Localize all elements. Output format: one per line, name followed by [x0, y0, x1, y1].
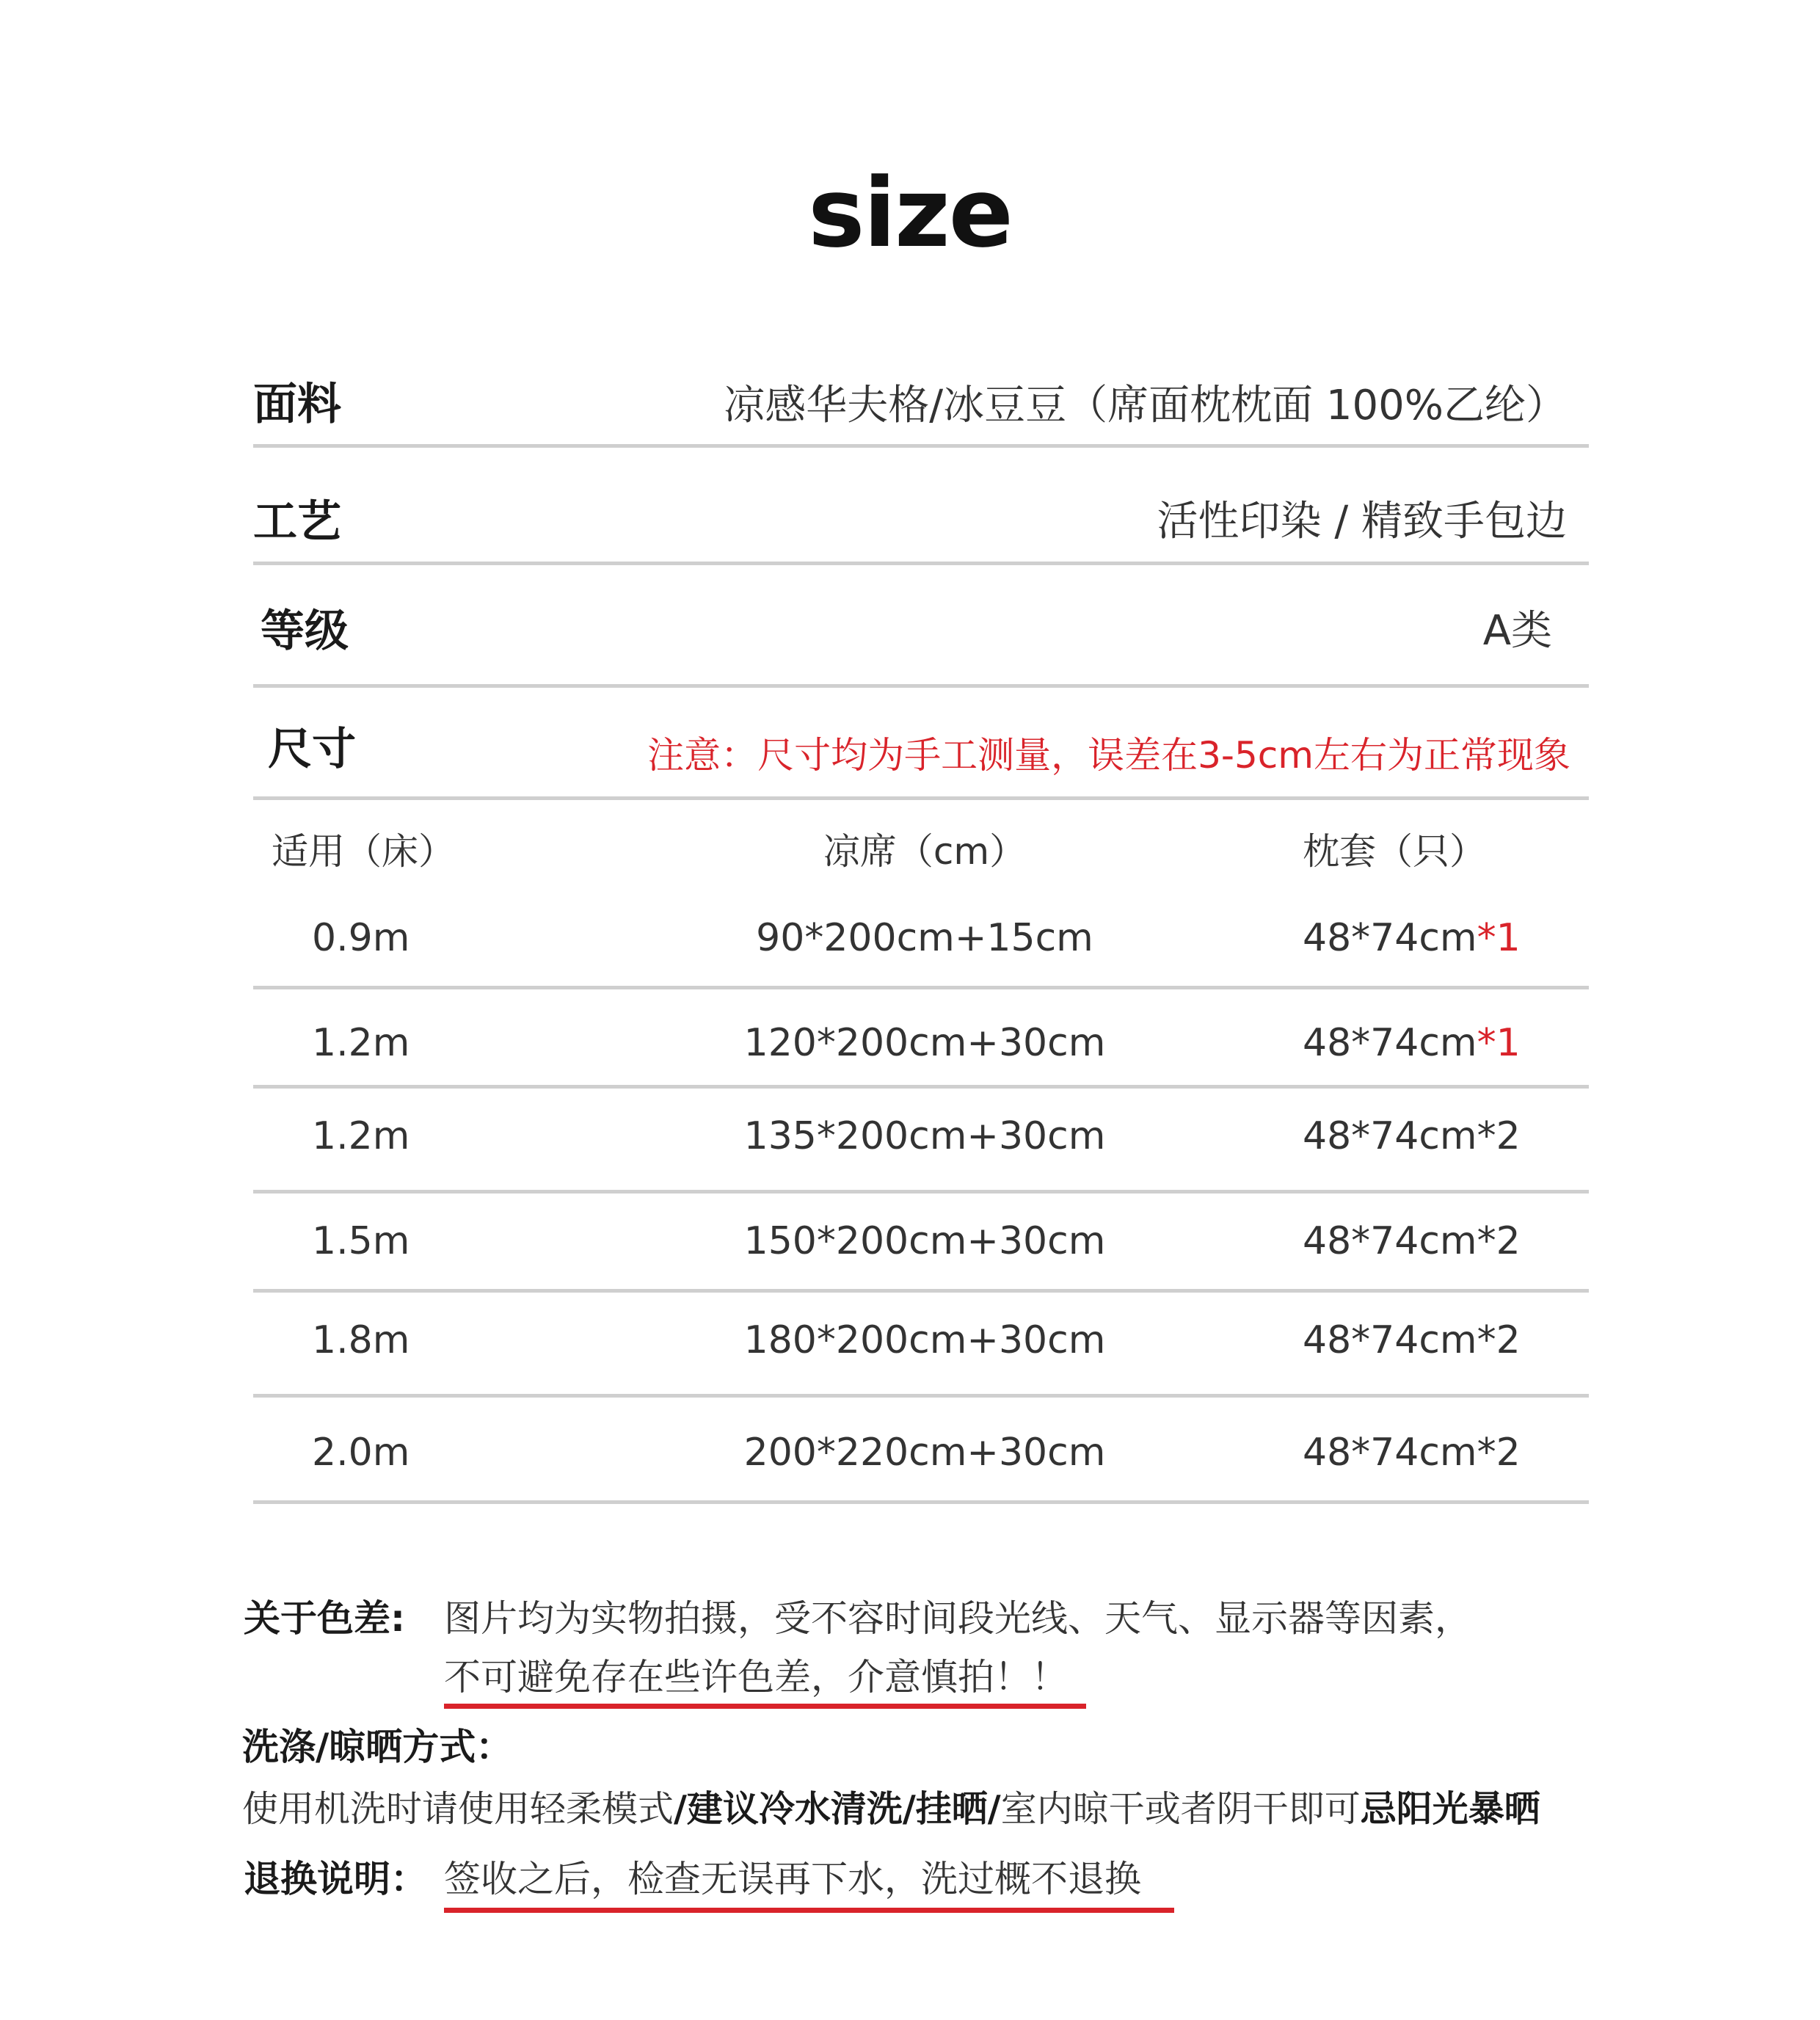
cell-mat: 135*200cm+30cm	[743, 1114, 1106, 1158]
spec-row-grade	[253, 595, 1589, 688]
color-diff-underline	[444, 1704, 1086, 1709]
cell-bed: 1.8m	[312, 1318, 410, 1362]
return-text: 签收之后，检查无误再下水，洗过概不退换	[444, 1858, 1141, 1900]
table-row	[253, 1194, 1589, 1293]
cell-mat: 180*200cm+30cm	[743, 1318, 1106, 1362]
cell-pillow-size: 48*74cm	[1303, 1114, 1477, 1158]
cell-pillow-qty: *2	[1477, 1431, 1521, 1475]
size-table-header	[253, 826, 1589, 884]
cell-bed: 1.5m	[312, 1219, 410, 1263]
cell-pillow	[1303, 1017, 1521, 1069]
wash-part-sun: 忌阳光暴晒	[1360, 1788, 1540, 1830]
cell-pillow-size: 48*74cm	[1303, 1318, 1477, 1362]
wash-instructions	[242, 1784, 1540, 1835]
spec-label-grade: 等级	[261, 606, 349, 657]
table-row	[253, 1398, 1589, 1504]
cell-pillow-size: 48*74cm	[1303, 916, 1477, 960]
cell-pillow	[1303, 1315, 1521, 1366]
spec-value-fabric: 凉感华夫格/冰豆豆（席面枕枕面 100%乙纶）	[724, 382, 1567, 429]
spec-row-fabric	[253, 371, 1589, 448]
color-diff-line2: 不可避免存在些许色差，介意慎拍！！	[444, 1656, 1068, 1699]
cell-pillow	[1303, 1111, 1521, 1162]
cell-bed: 1.2m	[312, 1114, 410, 1158]
spec-label-craft: 工艺	[253, 496, 341, 548]
wash-part-machine: 使用机洗时请使用轻柔模式	[242, 1788, 674, 1830]
wash-part-dry: 室内晾干或者阴干即可	[1000, 1788, 1361, 1830]
spec-value-craft: 活性印染 / 精致手包边	[1157, 498, 1567, 545]
table-row	[253, 989, 1589, 1089]
cell-bed: 1.2m	[312, 1021, 410, 1065]
page-title: size	[808, 157, 1012, 269]
header-pillow: 枕套（只）	[1303, 830, 1486, 873]
cell-pillow	[1303, 1216, 1521, 1267]
cell-mat: 120*200cm+30cm	[743, 1021, 1106, 1065]
cell-pillow-qty: *2	[1477, 1318, 1521, 1362]
cell-pillow-qty: *2	[1477, 1219, 1521, 1263]
spec-row-size	[253, 716, 1589, 800]
cell-pillow-size: 48*74cm	[1303, 1431, 1477, 1475]
size-measurement-note: 注意：尺寸均为手工测量，误差在3-5cm左右为正常现象	[647, 734, 1570, 777]
header-mat: 凉席（cm）	[823, 830, 1027, 873]
cell-pillow-qty: *1	[1477, 916, 1521, 960]
cell-pillow-size: 48*74cm	[1303, 1021, 1477, 1065]
cell-pillow-qty: *2	[1477, 1114, 1521, 1158]
cell-pillow-qty: *1	[1477, 1021, 1521, 1065]
cell-mat: 200*220cm+30cm	[743, 1431, 1106, 1475]
spec-value-grade: A类	[1482, 607, 1552, 655]
cell-pillow	[1303, 1427, 1521, 1478]
cell-mat: 90*200cm+15cm	[756, 916, 1093, 960]
cell-pillow	[1303, 912, 1521, 964]
spec-label-size: 尺寸	[268, 724, 356, 775]
table-row	[253, 1293, 1589, 1398]
table-row	[253, 1089, 1589, 1194]
cell-mat: 150*200cm+30cm	[743, 1219, 1106, 1263]
cell-bed: 2.0m	[312, 1431, 410, 1475]
color-diff-label: 关于色差:	[244, 1597, 405, 1640]
spec-label-fabric: 面料	[253, 379, 341, 430]
return-underline	[444, 1908, 1174, 1913]
cell-pillow-size: 48*74cm	[1303, 1219, 1477, 1263]
wash-label: 洗涤/晾晒方式：	[242, 1726, 513, 1768]
wash-part-cold: /建议冷水清洗/挂晒/	[674, 1788, 1001, 1830]
header-bed: 适用（床）	[272, 830, 455, 873]
spec-row-craft	[253, 481, 1589, 565]
return-label: 退换说明：	[244, 1858, 427, 1900]
cell-bed: 0.9m	[312, 916, 410, 960]
color-diff-line1: 图片均为实物拍摄，受不容时间段光线、天气、显示器等因素，	[444, 1597, 1471, 1640]
table-row	[253, 892, 1589, 989]
